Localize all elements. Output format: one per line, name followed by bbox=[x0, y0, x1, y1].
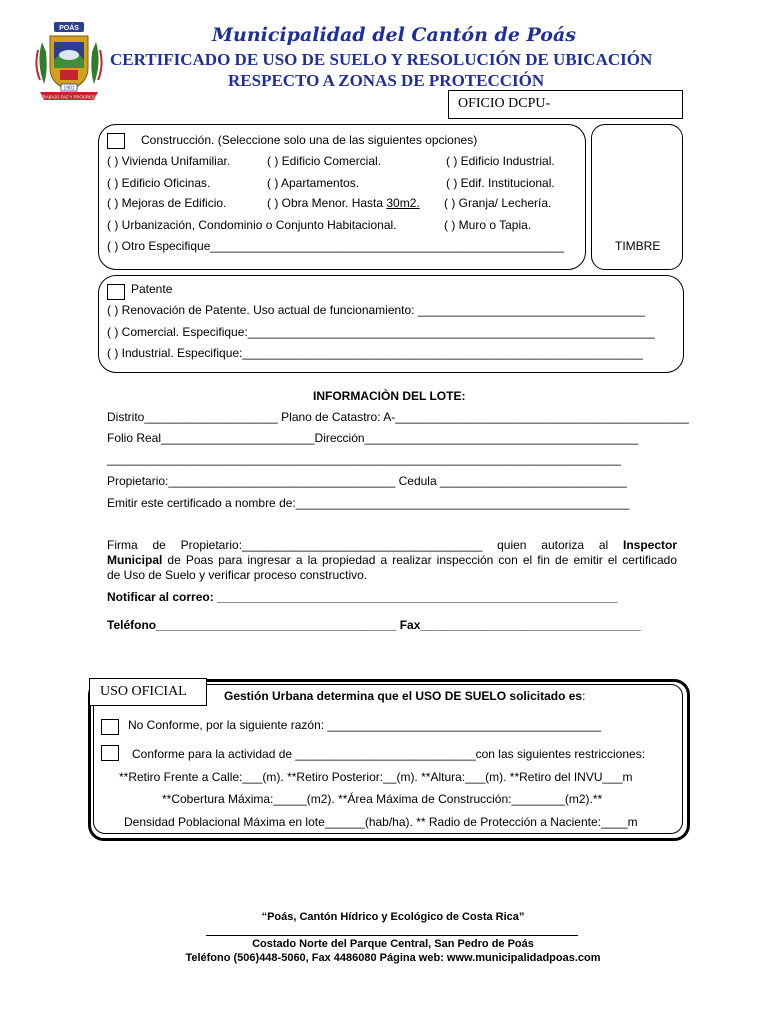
restricciones-cobertura[interactable]: **Cobertura Máxima:_____(m2). **Área Máxima de Construcción:________(m2).** bbox=[162, 792, 603, 806]
patente-comercial[interactable]: ( ) Comercial. Especifique:_____________________________________________________________ bbox=[107, 325, 655, 339]
option-mejoras-edificio[interactable]: ( ) Mejoras de Edificio. bbox=[107, 196, 227, 210]
footer-address: Costado Norte del Parque Central, San Pedro de Poás bbox=[252, 938, 534, 950]
option-otro-especifique[interactable]: ( ) Otro Especifique_____________________________________________________ bbox=[107, 239, 565, 253]
option-edificio-oficinas[interactable]: ( ) Edificio Oficinas. bbox=[107, 176, 211, 190]
firma-line2-text: de Poas para ingresar a la propiedad a realizar inspección con el fin de emitir el certificado bbox=[162, 553, 677, 567]
certificate-title-line1: CERTIFICADO DE USO DE SUELO Y RESOLUCIÓN DE UBICACIÓN bbox=[110, 50, 653, 69]
lote-distrito-catastro[interactable]: Distrito____________________ Plano de Catastro: A-____________________________________________ bbox=[107, 410, 689, 424]
firma-line3: de Uso de Suelo y verificar proceso constructivo. bbox=[107, 568, 368, 582]
timbre-label: TIMBRE bbox=[615, 239, 661, 253]
footer-divider bbox=[206, 935, 578, 936]
option-muro-tapia[interactable]: ( ) Muro o Tapia. bbox=[444, 218, 532, 232]
svg-text:POÁS: POÁS bbox=[59, 25, 79, 32]
gestion-urbana-heading-colon: : bbox=[582, 689, 586, 703]
lote-heading: INFORMACIÒN DEL LOTE: bbox=[313, 389, 466, 403]
footer-slogan: “Poás, Cantón Hídrico y Ecológico de Costa Rica” bbox=[261, 911, 525, 923]
municipality-name: Municipalidad del Cantón de Poás bbox=[212, 24, 576, 46]
firma-text: Firma de Propietario:____________________________________ quien autoriza al bbox=[107, 538, 623, 552]
firma-line1[interactable] bbox=[107, 537, 677, 553]
conforme-text[interactable]: Conforme para la actividad de ___________________________con las siguientes restricciones: bbox=[132, 747, 646, 761]
construccion-heading: Construcción. (Seleccione solo una de las siguientes opciones) bbox=[141, 133, 478, 147]
uso-oficial-label-box bbox=[89, 678, 207, 706]
lote-direccion-continuation[interactable]: _____________________________________________________________________________ bbox=[107, 452, 621, 466]
notificar-correo[interactable]: Notificar al correo: ____________________________________________________________ bbox=[107, 590, 618, 604]
construccion-checkbox[interactable] bbox=[107, 133, 125, 149]
patente-heading: Patente bbox=[131, 282, 173, 296]
footer-contact: Teléfono (506)448-5060, Fax 4486080 Página web: www.municipalidadpoas.com bbox=[185, 952, 601, 964]
uso-oficial-label: USO OFICIAL bbox=[100, 684, 187, 699]
certificate-title-line2: RESPECTO A ZONAS DE PROTECCIÓN bbox=[228, 71, 545, 90]
option-edificio-industrial[interactable]: ( ) Edificio Industrial. bbox=[446, 154, 555, 168]
option-urbanizacion[interactable]: ( ) Urbanización, Condominio o Conjunto Habitacional. bbox=[107, 218, 397, 232]
oficio-box[interactable] bbox=[448, 90, 683, 119]
obra-menor-limit: 30m2. bbox=[386, 196, 420, 210]
option-edif-institucional[interactable]: ( ) Edif. Institucional. bbox=[446, 176, 555, 190]
gestion-urbana-heading bbox=[224, 689, 585, 703]
no-conforme-text[interactable]: No Conforme, por la siguiente razón: _________________________________________ bbox=[128, 718, 602, 732]
lote-emitir-nombre[interactable]: Emitir este certificado a nombre de:__________________________________________________ bbox=[107, 496, 630, 510]
svg-text:1901: 1901 bbox=[63, 85, 75, 92]
no-conforme-checkbox[interactable] bbox=[101, 719, 119, 735]
lote-folio-direccion[interactable]: Folio Real_______________________Dirección_________________________________________ bbox=[107, 431, 639, 445]
oficio-label: OFICIO DCPU- bbox=[458, 96, 551, 111]
patente-checkbox[interactable] bbox=[107, 284, 125, 300]
inspector-bold: Inspector bbox=[622, 538, 677, 552]
option-obra-menor[interactable] bbox=[267, 196, 420, 210]
patente-industrial[interactable]: ( ) Industrial. Especifique:____________________________________________________________ bbox=[107, 346, 643, 360]
conforme-checkbox[interactable] bbox=[101, 745, 119, 761]
gestion-urbana-heading-text: Gestión Urbana determina que el USO DE SUELO solicitado es bbox=[224, 689, 583, 703]
firma-line2 bbox=[107, 552, 677, 568]
patente-renovacion[interactable]: ( ) Renovación de Patente. Uso actual de funcionamiento: __________________________________ bbox=[107, 303, 645, 317]
lote-propietario-cedula[interactable]: Propietario:__________________________________ Cedula ____________________________ bbox=[107, 474, 627, 488]
option-edificio-comercial[interactable]: ( ) Edificio Comercial. bbox=[267, 154, 382, 168]
restricciones-densidad[interactable]: Densidad Poblacional Máxima en lote______(hab/ha). ** Radio de Protección a Naciente:____m bbox=[124, 815, 638, 829]
option-apartamentos[interactable]: ( ) Apartamentos. bbox=[267, 176, 360, 190]
svg-text:TRABAJO PAZ Y PROGRESO: TRABAJO PAZ Y PROGRESO bbox=[40, 94, 98, 100]
municipal-bold: Municipal bbox=[107, 553, 163, 567]
option-vivienda-unifamiliar[interactable]: ( ) Vivienda Unifamiliar. bbox=[107, 154, 231, 168]
telefono-fax[interactable]: Teléfono____________________________________ Fax_________________________________ bbox=[107, 618, 641, 632]
option-granja-lecheria[interactable]: ( ) Granja/ Lechería. bbox=[444, 196, 552, 210]
obra-menor-label: ( ) Obra Menor. Hasta bbox=[267, 196, 387, 210]
restricciones-retiro[interactable]: **Retiro Frente a Calle:___(m). **Retiro Posterior:__(m). **Altura:___(m). **Retiro del INVU___m bbox=[119, 770, 633, 784]
